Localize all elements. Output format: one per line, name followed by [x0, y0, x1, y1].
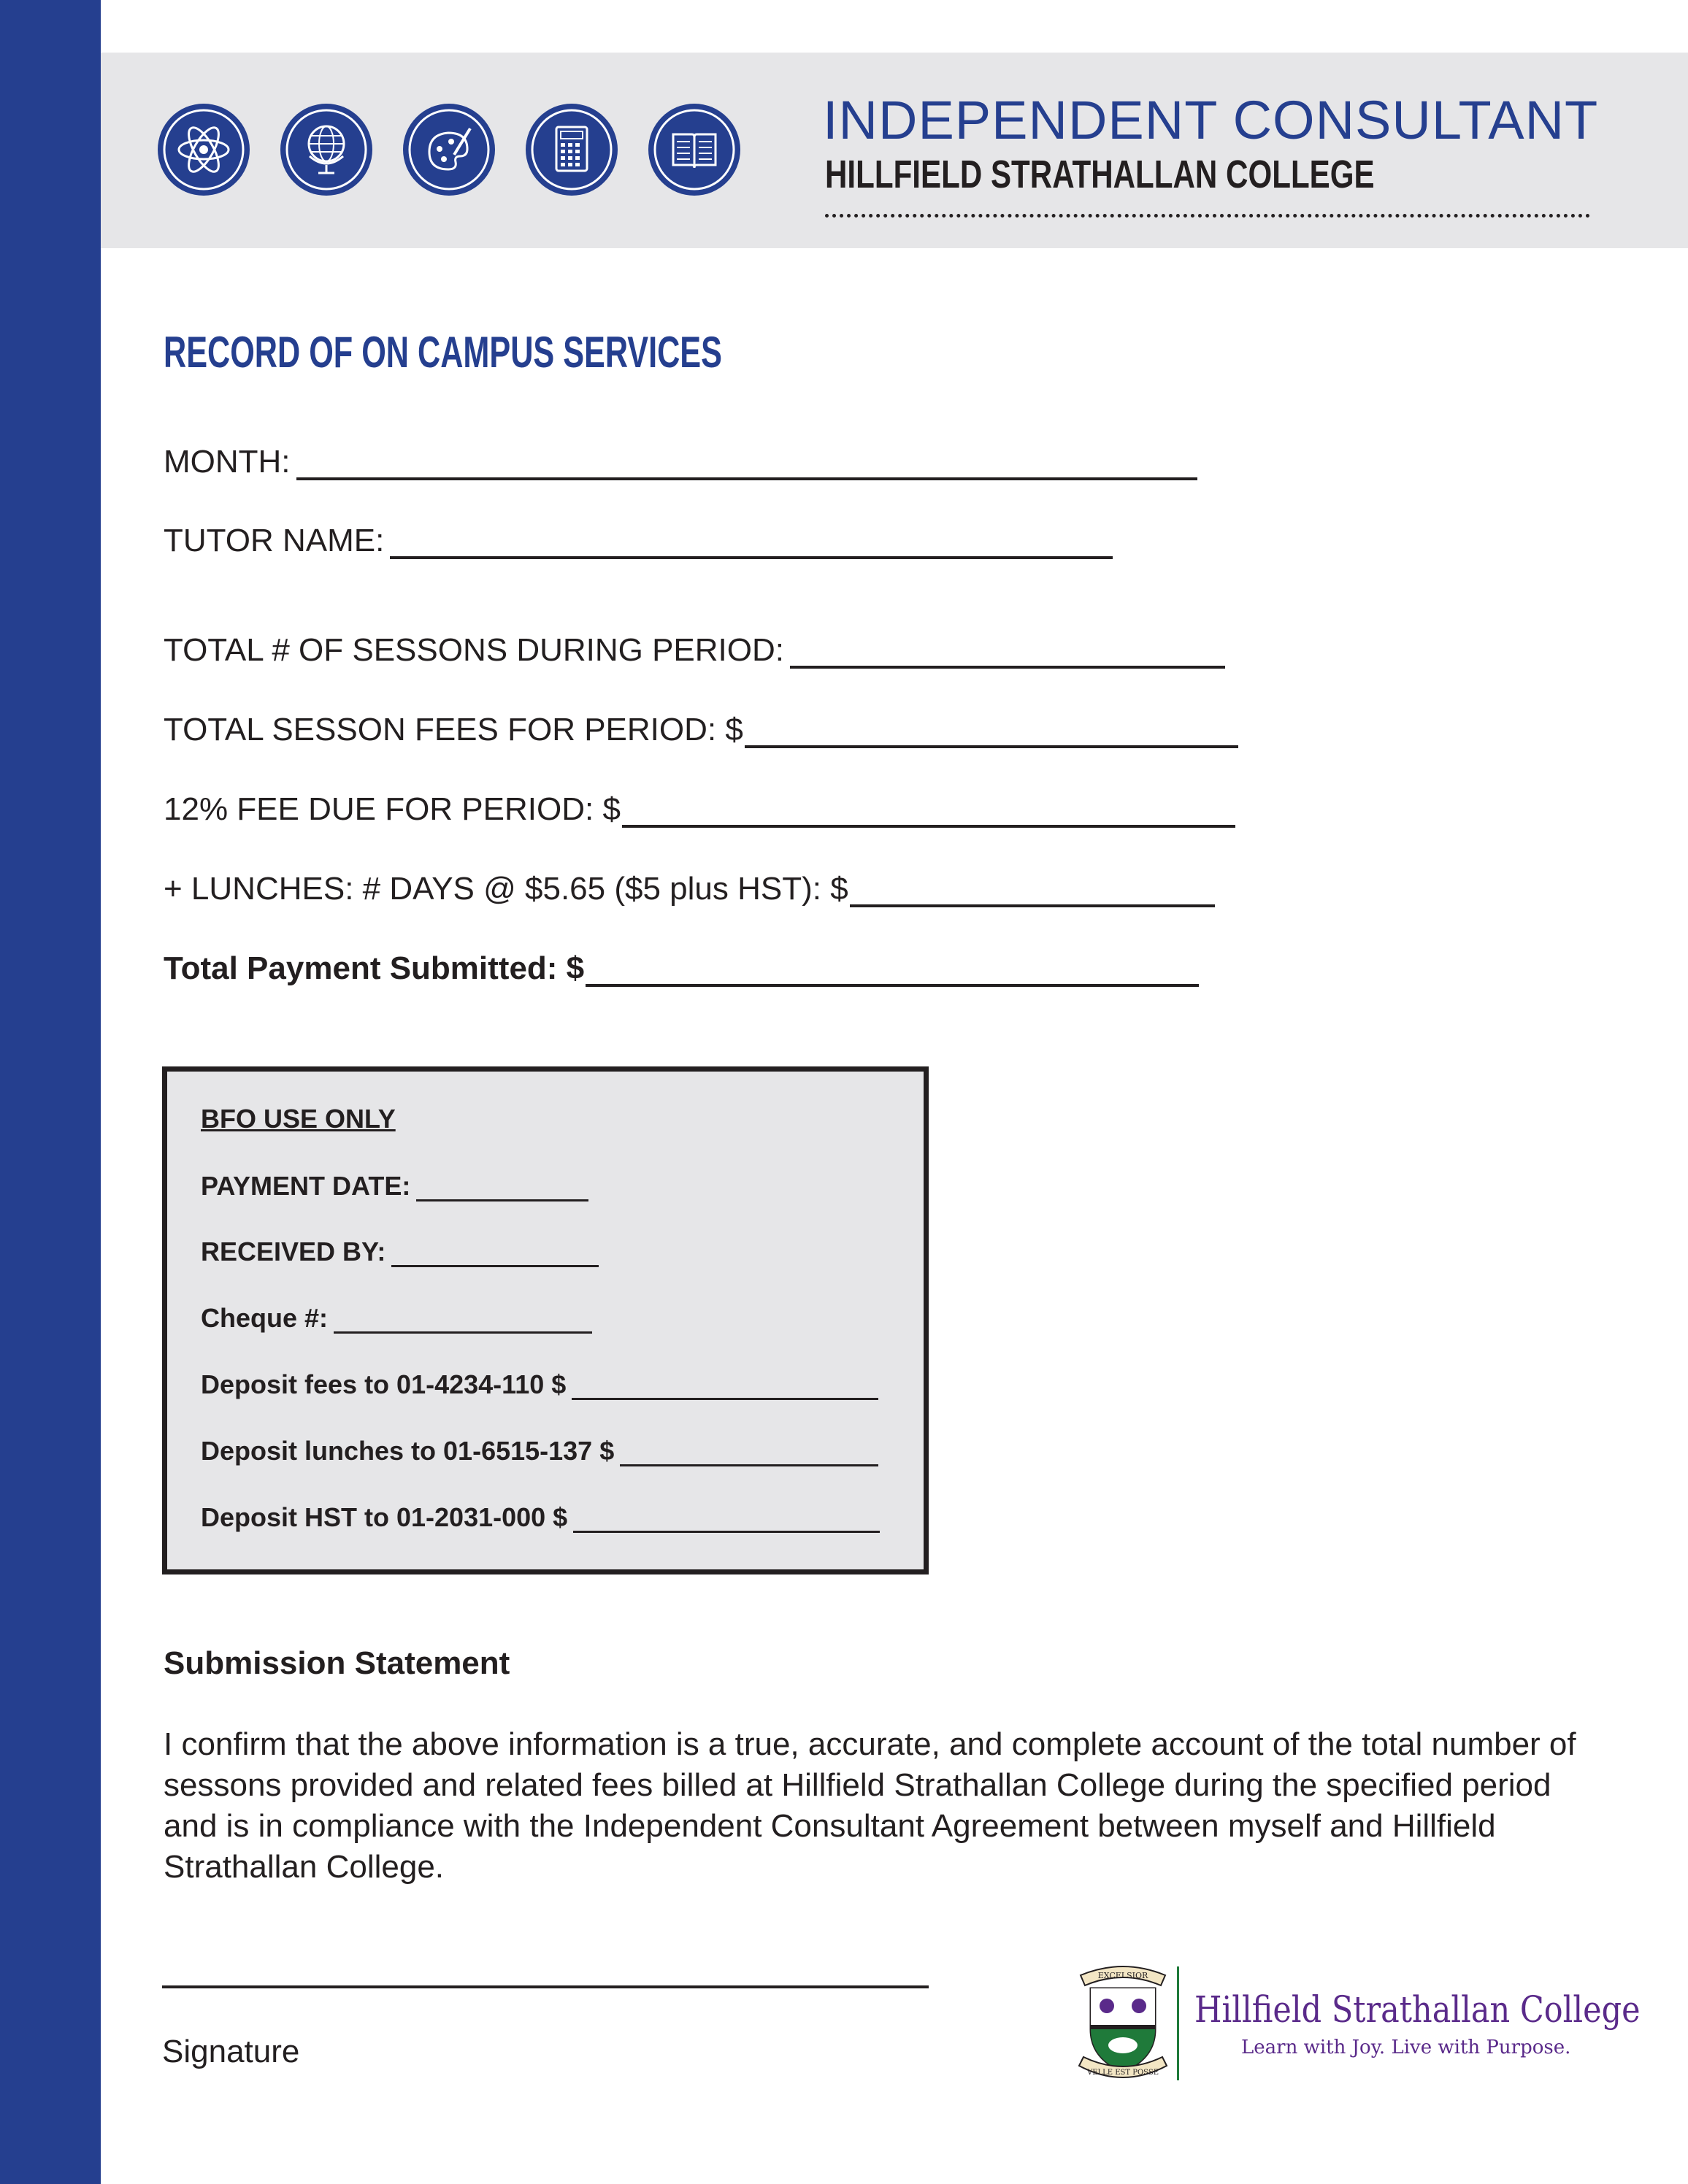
deposit-hst-label: Deposit HST to 01-2031-000 $	[201, 1502, 568, 1532]
deposit-hst-row	[201, 1502, 880, 1533]
logo-divider	[1177, 1966, 1179, 2080]
fee-due-field	[164, 791, 1235, 828]
calculator-icon	[526, 104, 618, 196]
payment-date-label: PAYMENT DATE:	[201, 1171, 411, 1201]
lunches-label: + LUNCHES: # DAYS @ $5.65 ($5 plus HST): $	[164, 871, 848, 907]
cheque-row	[201, 1303, 592, 1334]
statement-body: I confirm that the above information is a true, accurate, and complete account of the total number of sessons provided and related fees billed at Hillfield Strathallan College during the specified period and is in compliance with the Independent Consultant Agreement between myself and Hillfield Strathallan College.	[164, 1726, 1576, 1885]
tutor-name-label: TUTOR NAME:	[164, 523, 385, 558]
atom-icon	[158, 104, 250, 196]
logo-name: Hillfield Strathallan College	[1194, 1988, 1641, 2031]
month-field	[164, 444, 1197, 480]
palette-icon	[403, 104, 495, 196]
header-subtitle: HILLFIELD STRATHALLAN COLLEGE	[825, 153, 1375, 196]
logo-tagline: Learn with Joy. Live with Purpose.	[1241, 2037, 1571, 2058]
deposit-hst-input-line[interactable]	[573, 1509, 880, 1533]
deposit-fees-row	[201, 1369, 878, 1400]
globe-icon	[280, 104, 372, 196]
book-icon	[648, 104, 740, 196]
header-title: INDEPENDENT CONSULTANT	[823, 90, 1599, 150]
bfo-use-only-box	[162, 1066, 929, 1574]
college-crest-icon	[1072, 1956, 1174, 2088]
month-label: MONTH:	[164, 444, 291, 480]
fee-due-label: 12% FEE DUE FOR PERIOD: $	[164, 791, 621, 827]
month-input-line[interactable]	[296, 451, 1197, 480]
payment-date-input-line[interactable]	[416, 1177, 588, 1201]
fee-due-input-line[interactable]	[622, 799, 1235, 828]
lunches-field	[164, 871, 1215, 907]
left-accent-bar	[0, 0, 101, 2184]
payment-date-row	[201, 1171, 588, 1201]
total-sessions-field	[164, 632, 1225, 669]
total-payment-input-line[interactable]	[586, 958, 1199, 987]
svg-text:EXCELSIOR: EXCELSIOR	[1097, 1971, 1148, 1980]
subject-icons	[158, 104, 740, 196]
signature-label: Signature	[162, 2034, 300, 2069]
svg-text:VELLE EST POSSE: VELLE EST POSSE	[1086, 2069, 1159, 2077]
tutor-name-input-line[interactable]	[390, 530, 1113, 559]
deposit-lunches-row	[201, 1436, 878, 1466]
signature-line[interactable]	[162, 1985, 929, 1988]
total-payment-field	[164, 950, 1199, 987]
section-title: RECORD OF ON CAMPUS SERVICES	[164, 328, 722, 377]
received-by-input-line[interactable]	[391, 1243, 599, 1267]
lunches-input-line[interactable]	[850, 878, 1215, 907]
deposit-lunches-label: Deposit lunches to 01-6515-137 $	[201, 1436, 615, 1466]
deposit-fees-label: Deposit fees to 01-4234-110 $	[201, 1369, 567, 1399]
college-logo	[1072, 1956, 1641, 2088]
total-sessions-label: TOTAL # OF SESSONS DURING PERIOD:	[164, 632, 785, 668]
total-fees-field	[164, 712, 1238, 748]
total-fees-input-line[interactable]	[745, 719, 1238, 748]
bfo-title: BFO USE ONLY	[201, 1104, 396, 1134]
deposit-lunches-input-line[interactable]	[620, 1442, 878, 1466]
total-payment-label: Total Payment Submitted: $	[164, 950, 585, 986]
statement-title: Submission Statement	[164, 1645, 510, 1681]
cheque-label: Cheque #:	[201, 1303, 329, 1333]
deposit-fees-input-line[interactable]	[572, 1376, 878, 1400]
received-by-label: RECEIVED BY:	[201, 1237, 386, 1266]
cheque-input-line[interactable]	[334, 1310, 592, 1334]
tutor-name-field	[164, 523, 1113, 559]
received-by-row	[201, 1237, 599, 1267]
total-sessions-input-line[interactable]	[790, 639, 1225, 669]
header-dotted-rule	[825, 214, 1590, 218]
total-fees-label: TOTAL SESSON FEES FOR PERIOD: $	[164, 712, 743, 747]
